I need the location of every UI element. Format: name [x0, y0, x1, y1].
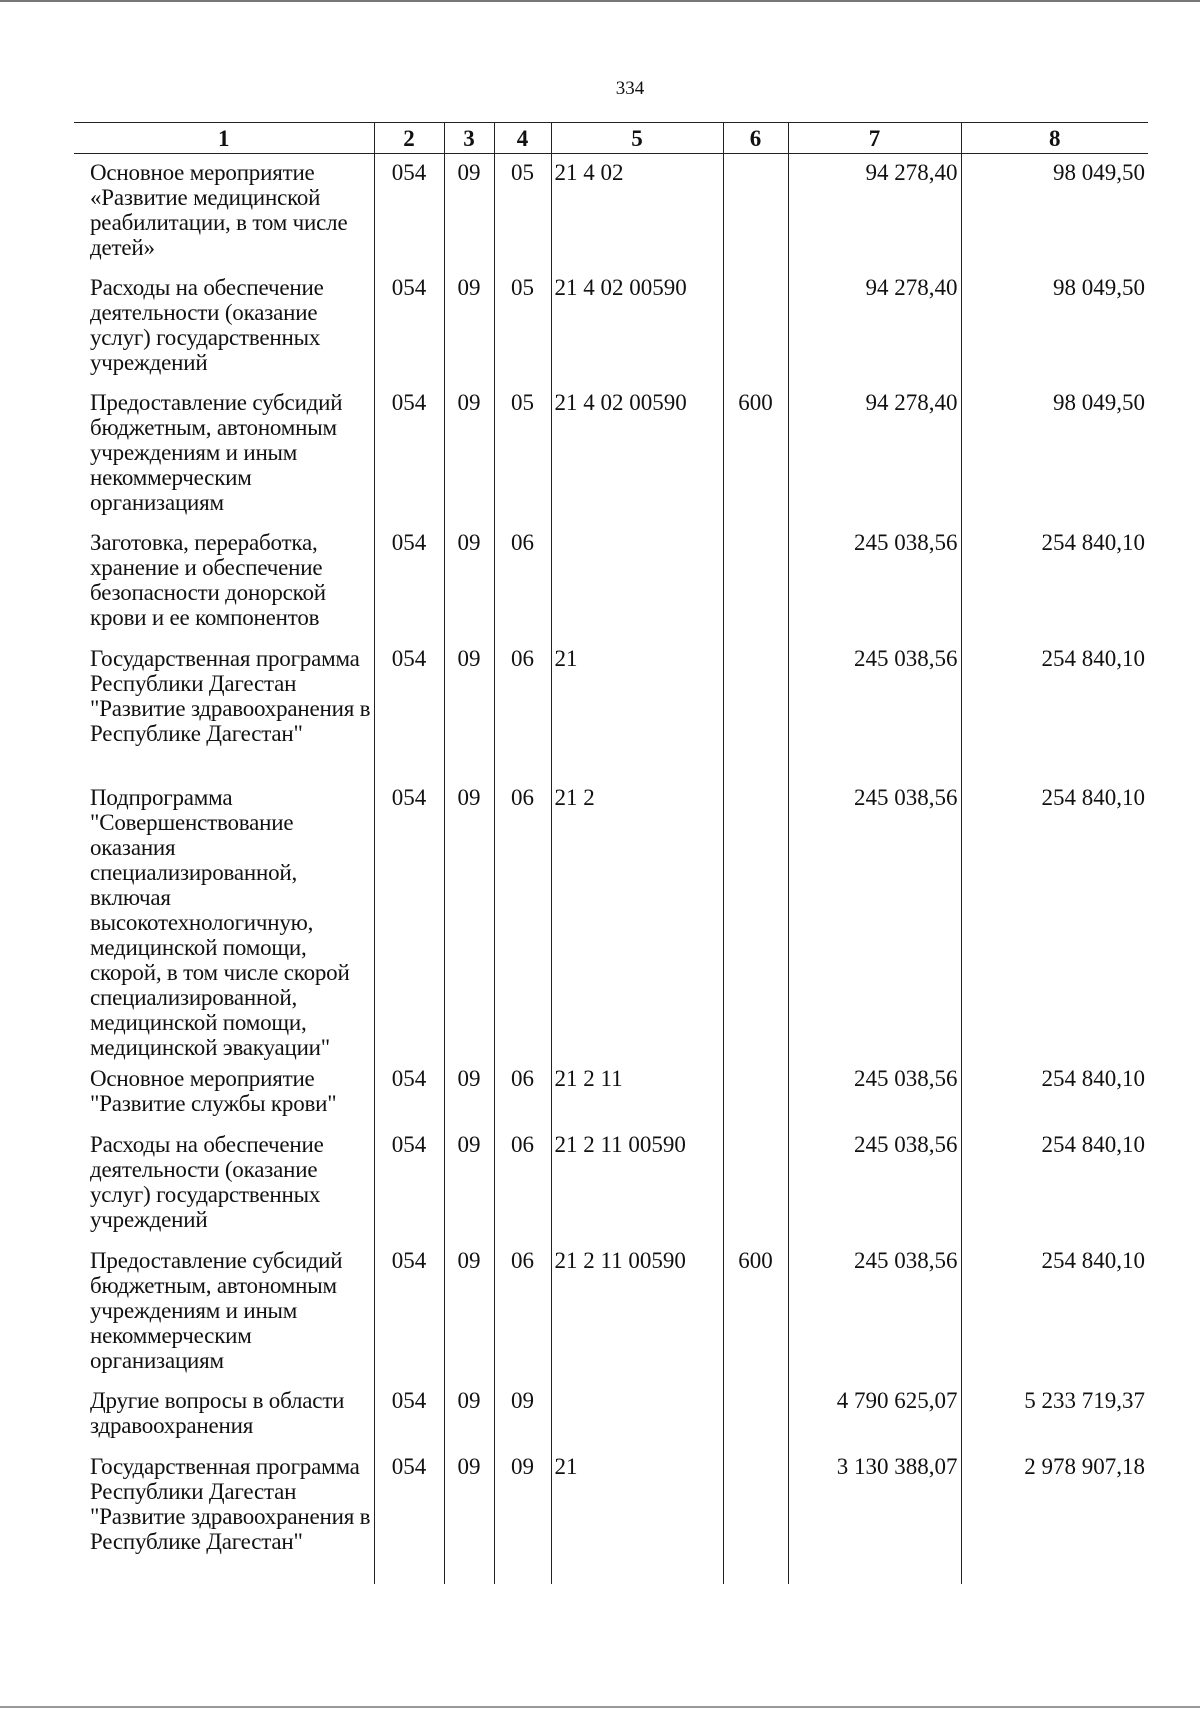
- row-subsection-code: 06: [494, 524, 551, 640]
- row-expense-type: [723, 1382, 788, 1448]
- row-subsection-code: 05: [494, 384, 551, 524]
- row-target-code: 21: [551, 640, 723, 779]
- row-subsection-code: 05: [494, 154, 551, 269]
- table-row: [74, 384, 1148, 524]
- header-col-8: 8: [961, 123, 1148, 154]
- row-section-code: 09: [444, 640, 494, 779]
- row-ministry-code: 054: [374, 1242, 444, 1382]
- row-amount-8: 5 233 719,37: [961, 1382, 1148, 1448]
- row-section-code: 09: [444, 1060, 494, 1126]
- row-expense-type: [723, 524, 788, 640]
- row-section-code: 09: [444, 1242, 494, 1382]
- row-ministry-code: 054: [374, 384, 444, 524]
- table-row: [74, 269, 1148, 384]
- header-row: [74, 123, 1148, 154]
- row-expense-type: [723, 269, 788, 384]
- row-name: Основное мероприятие "Развитие службы крови": [90, 1065, 337, 1116]
- row-section-code: 09: [444, 1448, 494, 1584]
- row-amount-8: 254 840,10: [961, 640, 1148, 779]
- row-subsection-code: 05: [494, 269, 551, 384]
- header-col-6: 6: [723, 123, 788, 154]
- header-col-7: 7: [788, 123, 961, 154]
- budget-table: [74, 122, 1148, 1584]
- row-expense-type: [723, 1126, 788, 1242]
- row-expense-type: [723, 1060, 788, 1126]
- row-subsection-code: 09: [494, 1382, 551, 1448]
- table-row: [74, 1242, 1148, 1382]
- row-amount-7: 94 278,40: [788, 384, 961, 524]
- row-amount-7: 245 038,56: [788, 640, 961, 779]
- table-row: [74, 1448, 1148, 1584]
- row-name: Подпрограмма "Совершенствование оказания специализированной, включая высокотехнологичную, медицинской помощи, скорой, в том числе скорой специализированной, медицинской помощи, медицинской эвакуации": [90, 784, 350, 1060]
- row-ministry-code: 054: [374, 1060, 444, 1126]
- row-section-code: 09: [444, 269, 494, 384]
- scan-edge-top: [0, 0, 1200, 2]
- row-subsection-code: 06: [494, 1242, 551, 1382]
- row-amount-8: 98 049,50: [961, 384, 1148, 524]
- row-target-code: [551, 1382, 723, 1448]
- row-amount-7: 245 038,56: [788, 1242, 961, 1382]
- row-name: Другие вопросы в области здравоохранения: [90, 1387, 345, 1438]
- row-subsection-code: 06: [494, 1060, 551, 1126]
- page-number: 334: [615, 78, 645, 99]
- row-amount-8: 98 049,50: [961, 154, 1148, 269]
- row-section-code: 09: [444, 524, 494, 640]
- row-section-code: 09: [444, 154, 494, 269]
- row-subsection-code: 06: [494, 640, 551, 779]
- row-amount-8: 98 049,50: [961, 269, 1148, 384]
- scan-edge-bottom: [0, 1706, 1200, 1708]
- header-col-2: 2: [374, 123, 444, 154]
- row-name: Расходы на обеспечение деятельности (оказание услуг) государственных учреждений: [90, 1131, 324, 1232]
- row-name: Расходы на обеспечение деятельности (оказание услуг) государственных учреждений: [90, 274, 324, 375]
- row-ministry-code: 054: [374, 1448, 444, 1584]
- row-amount-8: 254 840,10: [961, 1242, 1148, 1382]
- row-section-code: 09: [444, 1126, 494, 1242]
- row-amount-7: 245 038,56: [788, 524, 961, 640]
- row-amount-8: 254 840,10: [961, 1126, 1148, 1242]
- row-target-code: 21 4 02 00590: [551, 269, 723, 384]
- row-ministry-code: 054: [374, 269, 444, 384]
- row-expense-type: [723, 640, 788, 779]
- row-target-code: 21 2 11 00590: [551, 1242, 723, 1382]
- row-amount-7: 245 038,56: [788, 779, 961, 1060]
- row-target-code: 21 4 02: [551, 154, 723, 269]
- row-name: Заготовка, переработка, хранение и обеспечение безопасности донорской крови и ее компонентов: [90, 529, 326, 630]
- row-expense-type: 600: [723, 1242, 788, 1382]
- row-subsection-code: 06: [494, 779, 551, 1060]
- header-col-3: 3: [444, 123, 494, 154]
- table-row: [74, 1126, 1148, 1242]
- header-col-1: 1: [74, 123, 374, 154]
- table-row: [74, 640, 1148, 779]
- row-ministry-code: 054: [374, 779, 444, 1060]
- row-amount-7: 3 130 388,07: [788, 1448, 961, 1584]
- table-row: [74, 779, 1148, 1060]
- row-ministry-code: 054: [374, 1126, 444, 1242]
- row-expense-type: [723, 1448, 788, 1584]
- row-ministry-code: 054: [374, 154, 444, 269]
- row-ministry-code: 054: [374, 524, 444, 640]
- table-row: [74, 1060, 1148, 1126]
- row-section-code: 09: [444, 779, 494, 1060]
- row-name: Государственная программа Республики Дагестан "Развитие здравоохранения в Республике Дагестан": [90, 645, 371, 746]
- row-section-code: 09: [444, 384, 494, 524]
- header-col-5: 5: [551, 123, 723, 154]
- row-subsection-code: 06: [494, 1126, 551, 1242]
- row-target-code: 21 2 11 00590: [551, 1126, 723, 1242]
- row-expense-type: 600: [723, 384, 788, 524]
- row-expense-type: [723, 154, 788, 269]
- table-row: [74, 1382, 1148, 1448]
- row-amount-7: 245 038,56: [788, 1126, 961, 1242]
- row-target-code: 21 4 02 00590: [551, 384, 723, 524]
- table-row: [74, 524, 1148, 640]
- row-name: Основное мероприятие «Развитие медицинской реабилитации, в том числе детей»: [90, 160, 348, 260]
- row-ministry-code: 054: [374, 1382, 444, 1448]
- row-name: Предоставление субсидий бюджетным, автономным учреждениям и иным некоммерческим организациям: [90, 1247, 343, 1373]
- row-amount-7: 245 038,56: [788, 1060, 961, 1126]
- row-expense-type: [723, 779, 788, 1060]
- row-ministry-code: 054: [374, 640, 444, 779]
- row-target-code: [551, 524, 723, 640]
- row-amount-7: 4 790 625,07: [788, 1382, 961, 1448]
- row-amount-8: 254 840,10: [961, 524, 1148, 640]
- row-target-code: 21 2 11: [551, 1060, 723, 1126]
- row-amount-8: 2 978 907,18: [961, 1448, 1148, 1584]
- row-amount-7: 94 278,40: [788, 154, 961, 269]
- row-name: Государственная программа Республики Дагестан "Развитие здравоохранения в Республике Дагестан": [90, 1453, 371, 1554]
- row-amount-8: 254 840,10: [961, 1060, 1148, 1126]
- row-amount-8: 254 840,10: [961, 779, 1148, 1060]
- header-col-4: 4: [494, 123, 551, 154]
- table-row: [74, 154, 1148, 269]
- row-amount-7: 94 278,40: [788, 269, 961, 384]
- row-name: Предоставление субсидий бюджетным, автономным учреждениям и иным некоммерческим организациям: [90, 389, 343, 515]
- row-target-code: 21: [551, 1448, 723, 1584]
- row-subsection-code: 09: [494, 1448, 551, 1584]
- row-section-code: 09: [444, 1382, 494, 1448]
- row-target-code: 21 2: [551, 779, 723, 1060]
